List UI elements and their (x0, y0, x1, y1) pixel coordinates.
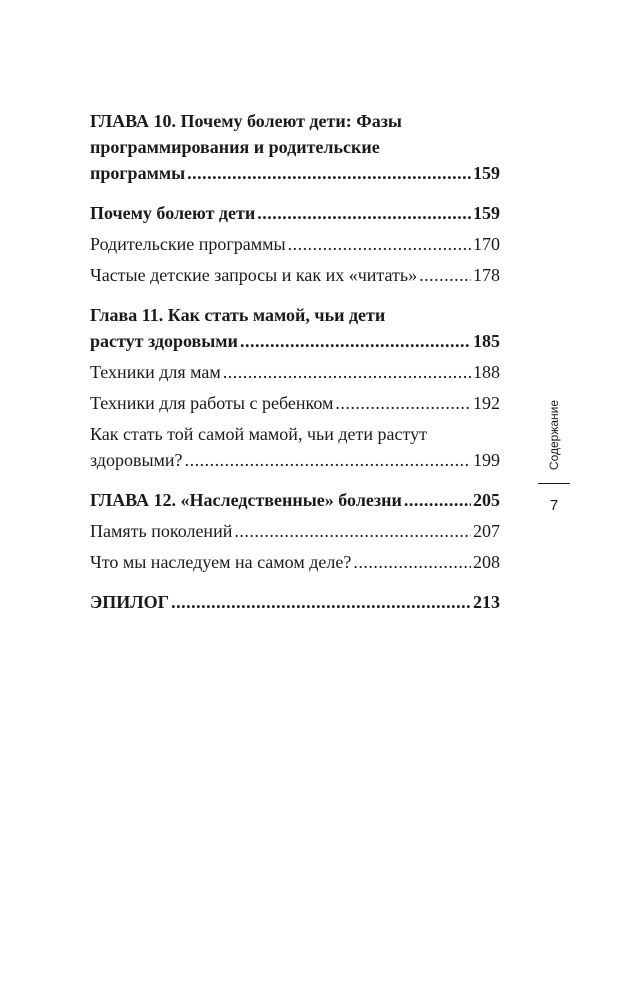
toc-entry-page: 159 (473, 163, 500, 183)
toc-entry-title: ЭПИЛОГ (90, 592, 170, 612)
toc-entry-line (90, 328, 500, 354)
toc-entry-page: 199 (473, 450, 500, 470)
toc-entry-page: 159 (473, 203, 500, 223)
toc-entry-title: программы (90, 163, 186, 183)
toc-entry-title: Родительские программы (90, 234, 286, 254)
toc-entry-why-children-get-sick[interactable] (90, 200, 500, 226)
toc-entry-title: Что мы наследуем на самом деле? (90, 552, 352, 572)
toc-entry-line (90, 589, 500, 615)
toc-entry-title: Техники для мам (90, 362, 221, 382)
dot-leader (419, 262, 471, 288)
dot-leader (234, 518, 471, 544)
dot-leader (223, 359, 471, 385)
toc-entry-page: 185 (473, 331, 500, 351)
toc-entry-title-line: ГЛАВА 10. Почему болеют дети: Фазы (90, 111, 402, 131)
toc-entry-page: 170 (473, 234, 500, 254)
toc-entry-title: ГЛАВА 12. «Наследственные» болезни (90, 490, 402, 510)
toc-entry-title: Частые детские запросы и как их «читать» (90, 265, 418, 285)
toc-entry-page: 208 (473, 552, 500, 572)
toc-entry-line (90, 262, 500, 288)
toc-entry-epilogue[interactable] (90, 589, 500, 615)
dot-leader (353, 549, 471, 575)
toc-entry-common-requests[interactable] (90, 262, 500, 288)
toc-entry-line (90, 447, 500, 473)
toc-entry-title: Почему болеют дети (90, 203, 256, 223)
dot-leader (187, 160, 471, 186)
toc-entry-chapter-12[interactable] (90, 487, 500, 513)
toc-entry-page: 178 (473, 265, 500, 285)
toc-entry-page: 192 (473, 393, 500, 413)
toc-entry-chapter-11[interactable] (90, 302, 500, 354)
toc-entry-title-line: Как стать той самой мамой, чьи дети растут (90, 424, 427, 444)
toc-entry-line (90, 231, 500, 257)
toc-entry-title: здоровыми? (90, 450, 183, 470)
toc-entry-line (90, 390, 500, 416)
page-number: 7 (549, 497, 559, 514)
dot-leader (404, 487, 471, 513)
dot-leader (335, 390, 471, 416)
running-head-text: Содержание (547, 399, 562, 471)
table-of-contents (90, 108, 500, 615)
dot-leader (288, 231, 471, 257)
running-head (541, 395, 567, 475)
toc-entry-line (90, 359, 500, 385)
toc-entry-techniques-with-child[interactable] (90, 390, 500, 416)
toc-entry-page: 205 (473, 490, 500, 510)
toc-entry-page: 207 (473, 521, 500, 541)
toc-entry-page: 213 (473, 592, 500, 612)
toc-entry-line (90, 160, 500, 186)
toc-entry-line (90, 487, 500, 513)
toc-entry-title: Память поколений (90, 521, 233, 541)
toc-entry-techniques-for-moms[interactable] (90, 359, 500, 385)
toc-entry-parental-programs[interactable] (90, 231, 500, 257)
toc-entry-title: Техники для работы с ребенком (90, 393, 334, 413)
toc-entry-title-line: программирования и родительские (90, 137, 380, 157)
dot-leader (257, 200, 471, 226)
toc-entry-line (90, 549, 500, 575)
toc-entry-line (90, 518, 500, 544)
toc-entry-page: 188 (473, 362, 500, 382)
margin-rule (538, 483, 570, 484)
toc-entry-title: растут здоровыми (90, 331, 238, 351)
toc-entry-title-line: Глава 11. Как стать мамой, чьи дети (90, 305, 386, 325)
dot-leader (240, 328, 471, 354)
toc-entry-what-we-inherit[interactable] (90, 549, 500, 575)
dot-leader (171, 589, 471, 615)
toc-entry-how-to-become-that-mom[interactable] (90, 421, 500, 473)
dot-leader (185, 447, 471, 473)
toc-entry-line (90, 200, 500, 226)
toc-entry-generational-memory[interactable] (90, 518, 500, 544)
toc-entry-chapter-10[interactable] (90, 108, 500, 186)
